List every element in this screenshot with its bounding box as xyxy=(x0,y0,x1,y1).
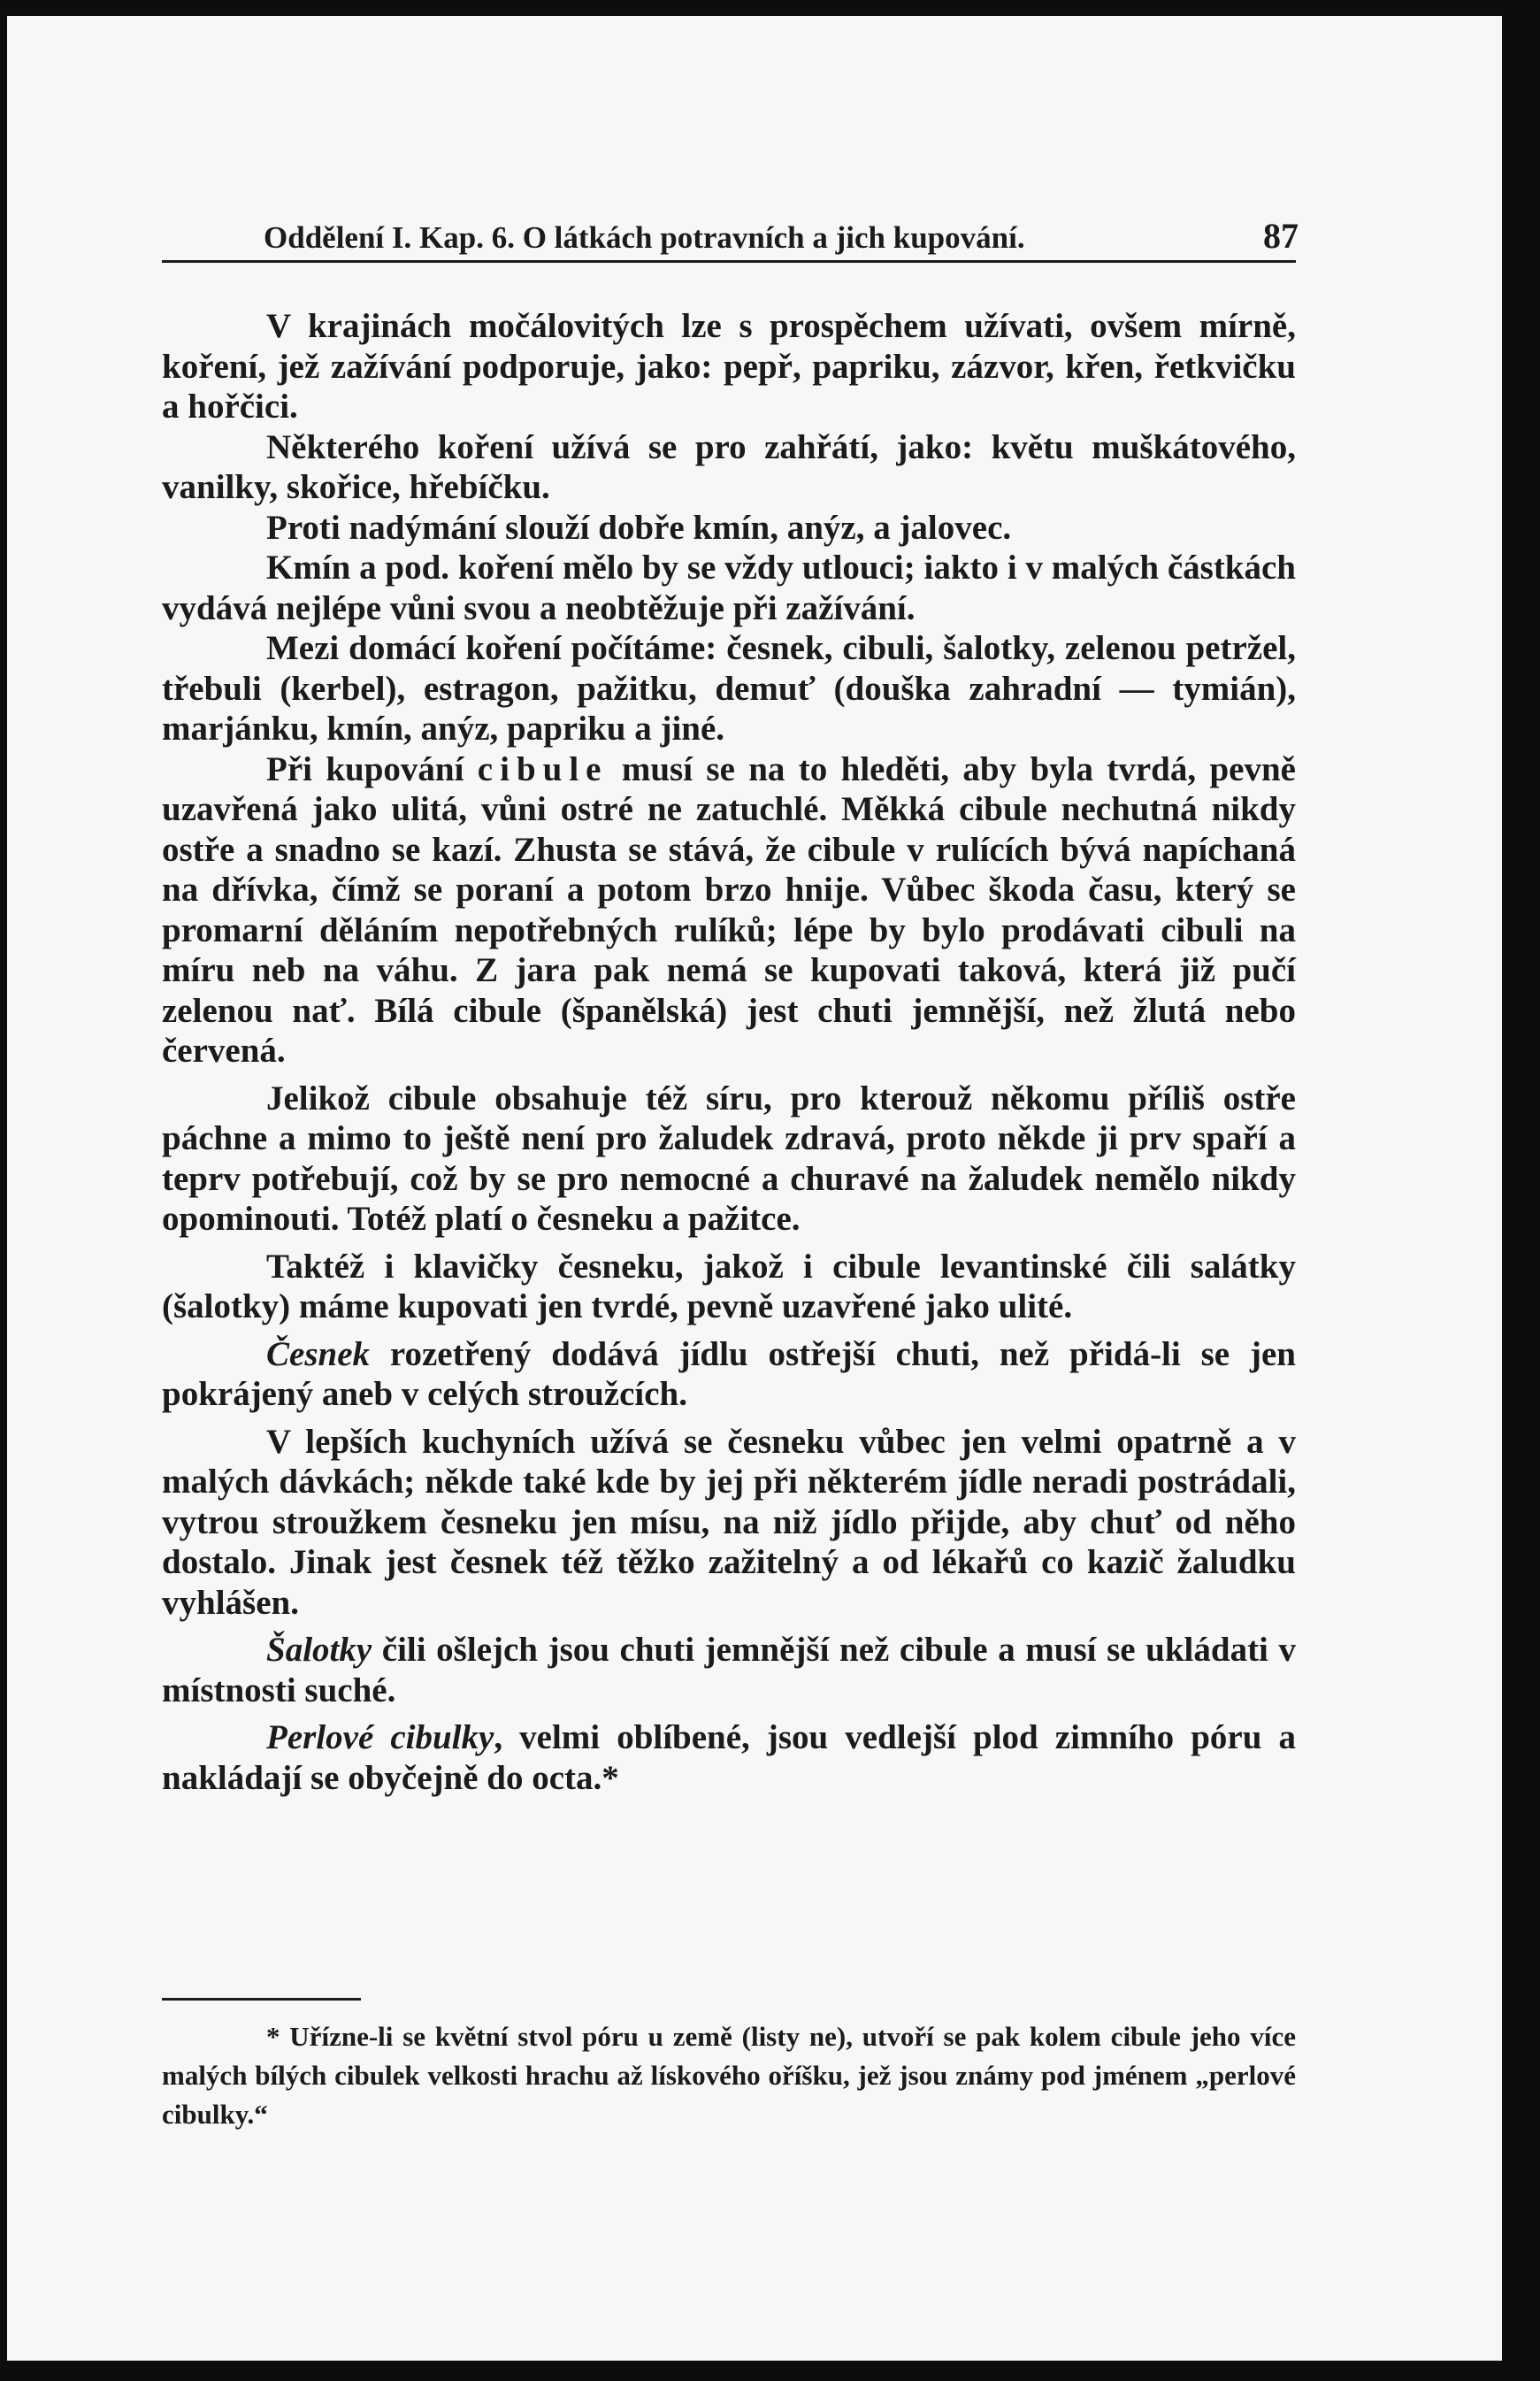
paragraph: Taktéž i klavičky česneku, jakož i cibule levantinské čili salátky (šalotky) máme kupovati jen tvrdé, pevně uzavřené jako ulité. xyxy=(162,1247,1296,1325)
footnote-text: * Uřízne-li se květní stvol póru u země (listy ne), utvoří se pak kolem cibule jeho více malých bílých cibulek velkosti hrachu až lískového oříšku, jež jsou známy pod jménem „perlové cibulky.“ xyxy=(162,2021,1296,2130)
page-number: 87 xyxy=(1263,216,1299,256)
paragraph: Kmín a pod. koření mělo by se vždy utlouci; iakto i v malých částkách vydává nejlépe vůni svou a neobtěžuje při zažívání. xyxy=(162,549,1296,627)
paragraph xyxy=(162,1334,1296,1415)
italic-term: Česnek xyxy=(266,1334,370,1373)
italic-term: Šalotky xyxy=(266,1631,372,1669)
paragraph-text: Při kupování xyxy=(266,749,478,788)
paragraph xyxy=(162,1717,1296,1798)
paragraph-text: , velmi oblíbené, jsou vedlejší plod zimního póru a nakládají se obyčejně do octa.* xyxy=(162,1718,1296,1797)
paragraph: Jelikož cibule obsahuje též síru, pro kterouž někomu příliš ostře páchne a mimo to ještě není pro žaludek zdravá, proto někde ji prv spaří a teprv potřebují, což by se pro nemocné a churavé na žaludek nemělo nikdy opominouti. Totéž platí o česneku a pažitce. xyxy=(162,1079,1296,1238)
paragraph-text: musí se na to hleděti, aby byla tvrdá, pevně uzavřená jako ulitá, vůni ostré ne zatuchlé. Měkká cibule nechutná nikdy ostře a snadno se kazí. Zhusta se stává, že cibule v rulících bývá napíchaná na dřívka, čímž se poraní a potom brzo hnije. Vůbec škoda času, který se promarní děláním nepotřebných rulíků; lépe by bylo prodávati cibuli na míru neb na váhu. Z jara pak nemá se kupovati taková, která již pučí zelenou nať. Bílá cibule (španělská) jest chuti jemnější, než žlutá nebo červená. xyxy=(162,749,1296,1070)
footnote xyxy=(162,2017,1296,2134)
header-title: Oddělení I. Kap. 6. O látkách potravních a jich kupování. xyxy=(264,220,1025,255)
paragraph: Proti nadýmání slouží dobře kmín, anýz, a jalovec. xyxy=(266,508,1012,547)
page-body xyxy=(162,306,1296,1798)
header-rule xyxy=(162,260,1296,263)
paragraph: V krajinách močálovitých lze s prospěchem užívati, ovšem mírně, koření, jež zažívání podporuje, jako: pepř, papriku, zázvor, křen, řetkvičku a hořčici. xyxy=(162,307,1296,426)
paragraph-text: rozetřený dodává jídlu ostřejší chuti, než přidá-li se jen pokrájený aneb v celých stroužcích. xyxy=(162,1334,1296,1413)
running-header xyxy=(264,215,1299,257)
book-page xyxy=(7,16,1502,2361)
spaced-term: cibule xyxy=(477,749,609,788)
paragraph-text: čili ošlejch jsou chuti jemnější než cibule a musí se ukládati v místnosti suché. xyxy=(162,1631,1296,1709)
italic-term: Perlové cibulky xyxy=(266,1718,494,1756)
paragraph xyxy=(162,1630,1296,1710)
footnote-rule xyxy=(162,1998,361,2001)
paragraph: V lepších kuchyních užívá se česneku vůbec jen velmi opatrně a v malých dávkách; někde také kde by jej při některém jídle neradi postrádali, vytrou stroužkem česneku jen mísu, na niž jídlo přijde, aby chuť od něho dostalo. Jinak jest česnek též těžko zažitelný a od lékařů co kazič žaludku vyhlášen. xyxy=(162,1422,1296,1622)
paragraph: Některého koření užívá se pro zahřátí, jako: květu muškátového, vanilky, skořice, hřebíčku. xyxy=(162,427,1296,506)
paragraph: Mezi domácí koření počítáme: česnek, cibuli, šalotky, zelenou petržel, třebuli (kerbel), estragon, pažitku, demuť (douška zahradní — tymián), marjánku, kmín, anýz, papriku a jiné. xyxy=(162,629,1296,748)
paragraph xyxy=(162,749,1296,1071)
